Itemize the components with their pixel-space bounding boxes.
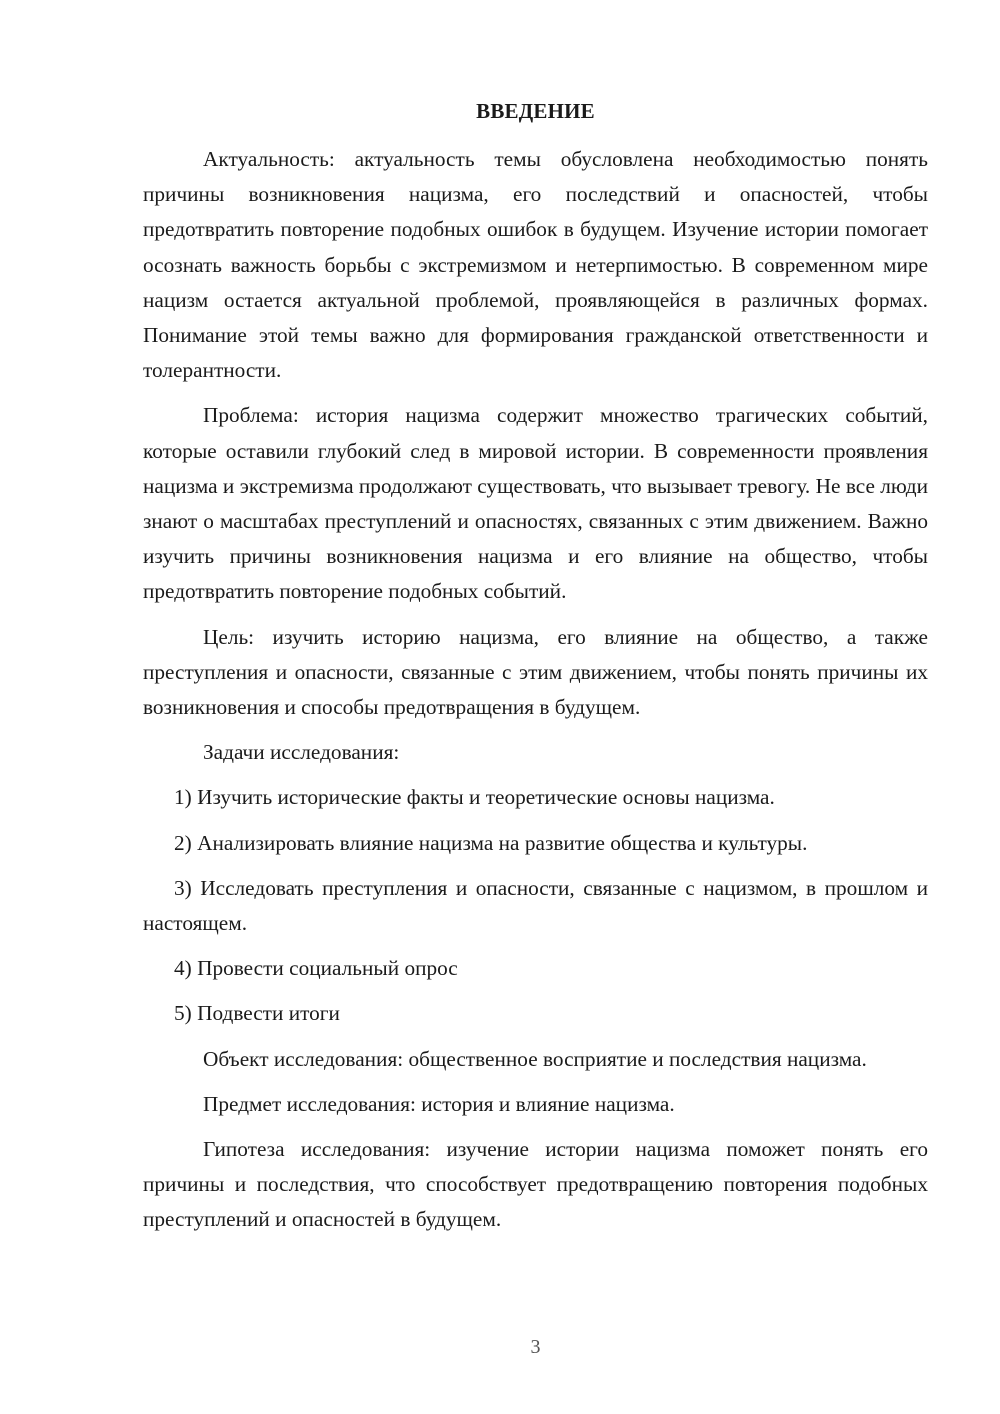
paragraph-relevance: Актуальность: актуальность темы обусловлена необходимостью понять причины возникновения нацизма, его последствий и опасностей, чтобы предотвратить повторение подобных ошибок в будущем. Изучение истории помогает осознать важность борьбы с экстремизмом и нетерпимостью. В современном мире нацизм остается актуальной проблемой, проявляющейся в различных формах. Понимание этой темы важно для формирования гражданской ответственности и толерантности.	[143, 147, 928, 383]
task-item-1: 1) Изучить исторические факты и теоретические основы нацизма.	[174, 785, 775, 810]
task-item-3: 3) Исследовать преступления и опасности, связанные с нацизмом, в прошлом и настоящем.	[143, 875, 928, 936]
document-body	[143, 142, 928, 1248]
paragraph-hypothesis: Гипотеза исследования: изучение истории нацизма поможет понять его причины и последствия, что способствует предотвращению повторения подобных преступлений и опасностей в будущем.	[143, 1137, 928, 1232]
paragraph-object: Объект исследования: общественное восприятие и последствия нацизма.	[203, 1046, 867, 1071]
paragraph-problem: Проблема: история нацизма содержит множество трагических событий, которые оставили глубокий след в мировой истории. В современности проявления нацизма и экстремизма продолжают существовать, что вызывает тревогу. Не все люди знают о масштабах преступлений и опасностях, связанных с этим движением. Важно изучить причины возникновения нацизма и его влияние на общество, чтобы предотвратить повторение подобных событий.	[143, 403, 928, 604]
document-page	[143, 0, 928, 1414]
page-number: 3	[530, 1336, 541, 1358]
task-item-5: 5) Подвести итоги	[174, 1001, 340, 1026]
task-item-2: 2) Анализировать влияние нацизма на развитие общества и культуры.	[174, 830, 808, 855]
paragraph-subject: Предмет исследования: история и влияние нацизма.	[203, 1091, 675, 1116]
page-title: ВВЕДЕНИЕ	[476, 99, 595, 123]
tasks-heading: Задачи исследования:	[203, 740, 400, 765]
paragraph-goal: Цель: изучить историю нацизма, его влияние на общество, а также преступления и опасности, связанные с этим движением, чтобы понять причины их возникновения и способы предотвращения в будущем.	[143, 624, 928, 720]
task-item-4: 4) Провести социальный опрос	[174, 956, 458, 981]
